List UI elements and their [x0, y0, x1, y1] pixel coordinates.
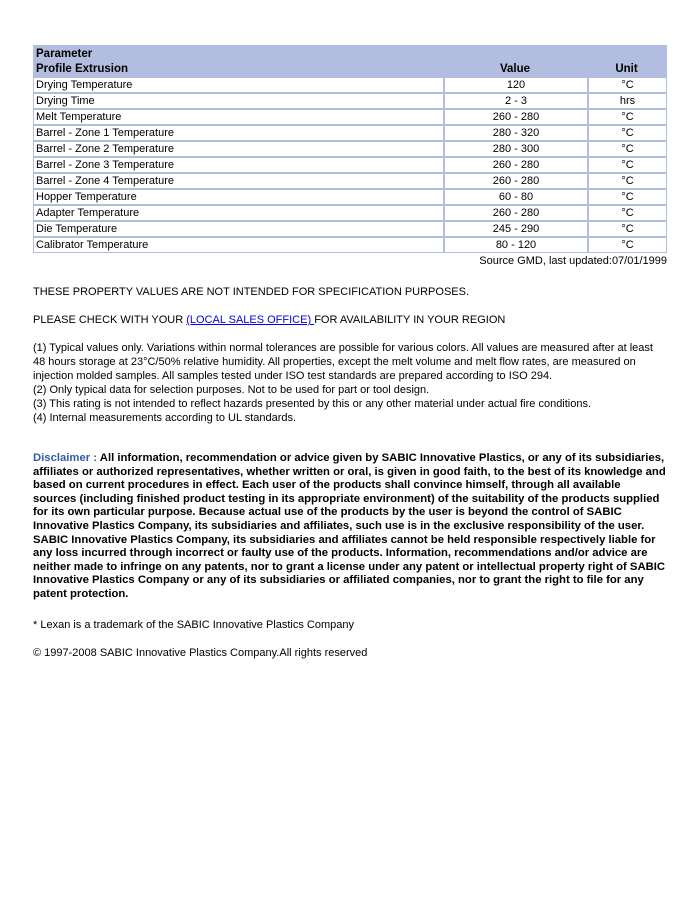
table-row — [34, 188, 666, 204]
disclaimer-text: All information, recommendation or advice given by SABIC Innovative Plastics, or any of its subsidiaries, affiliates or authorized representatives, whether written or oral, is given in good faith, to the best of its knowledge and based on current procedures in effect. Each user of the products shall convince himself, through all available sources (including finished product testing in its appropriate environment) of the suitability of the products supplied for its own particular purpose. Because actual use of the products by the user is beyond the control of SABIC Innovative Plastics Company, its subsidiaries and affiliates, such use is in the exclusive responsibility of the user. SABIC Innovative Plastics Company, its subsidiaries and affiliates cannot be held responsible respectively liable for any loss incurred through incorrect or faulty use of the products. Information, recommendations and/or advice are neither made to infringe on any patents, nor to grant a license under any patent or intellectual property right of SABIC Innovative Plastics Company or any of its subsidiaries or affiliated companies, nor to grant the right to file for any patent protection. — [33, 452, 666, 600]
value-cell: 245 - 290 — [443, 220, 587, 236]
param-cell: Barrel - Zone 4 Temperature — [34, 172, 443, 188]
param-cell: Die Temperature — [34, 220, 443, 236]
param-cell: Hopper Temperature — [34, 188, 443, 204]
availability-text-before: PLEASE CHECK WITH YOUR — [33, 314, 187, 326]
availability-text-after: FOR AVAILABILITY IN YOUR REGION — [314, 314, 506, 326]
param-cell: Drying Time — [34, 92, 443, 108]
value-header: Value — [443, 61, 587, 76]
footnote-4: (4) Internal measurements according to UL standards. — [33, 412, 297, 424]
table-row — [34, 140, 666, 156]
param-cell: Melt Temperature — [34, 108, 443, 124]
value-cell: 280 - 320 — [443, 124, 587, 140]
param-cell: Barrel - Zone 2 Temperature — [34, 140, 443, 156]
document-page — [33, 45, 667, 660]
unit-cell: °C — [587, 76, 666, 92]
copyright-note: © 1997-2008 SABIC Innovative Plastics Company.All rights reserved — [33, 646, 368, 659]
footnote-3: (3) This rating is not intended to reflect hazards presented by this or any other material under actual fire conditions. — [33, 398, 592, 410]
table-row — [34, 124, 666, 140]
unit-header: Unit — [587, 61, 666, 76]
value-cell: 260 - 280 — [443, 204, 587, 220]
footnote-1: (1) Typical values only. Variations within normal tolerances are possible for various colors. All values are measured after at least 48 hours storage at 23°C/50% relative humidity. All properties, except the melt volume and melt flow rates, are measured on injection molded samples. All samples tested under ISO test standards are prepared according to ISO 294. — [33, 342, 653, 382]
unit-cell: °C — [587, 188, 666, 204]
table-row — [34, 76, 666, 92]
param-cell: Barrel - Zone 1 Temperature — [34, 124, 443, 140]
param-cell: Adapter Temperature — [34, 204, 443, 220]
processing-parameters-table — [33, 45, 667, 253]
unit-cell: °C — [587, 220, 666, 236]
param-cell: Barrel - Zone 3 Temperature — [34, 156, 443, 172]
unit-cell: °C — [587, 124, 666, 140]
table-row — [34, 236, 666, 252]
trademark-note: * Lexan is a trademark of the SABIC Innovative Plastics Company — [33, 618, 354, 631]
value-cell: 60 - 80 — [443, 188, 587, 204]
value-cell: 260 - 280 — [443, 156, 587, 172]
param-cell: Calibrator Temperature — [34, 236, 443, 252]
footnotes — [33, 341, 667, 425]
availability-notice — [33, 313, 667, 327]
table-row — [34, 92, 666, 108]
local-sales-office-link[interactable]: (LOCAL SALES OFFICE) — [186, 314, 315, 326]
unit-cell: °C — [587, 108, 666, 124]
value-cell: 260 - 280 — [443, 108, 587, 124]
unit-cell: °C — [587, 156, 666, 172]
table-header-row — [34, 46, 666, 61]
disclaimer — [33, 452, 667, 602]
table-row — [34, 108, 666, 124]
table-row — [34, 172, 666, 188]
table-subheader-row — [34, 61, 666, 76]
unit-cell: °C — [587, 204, 666, 220]
source-note: Source GMD, last updated:07/01/1999 — [479, 255, 667, 267]
footnote-2: (2) Only typical data for selection purposes. Not to be used for part or tool design. — [33, 384, 430, 396]
disclaimer-label: Disclaimer : — [33, 452, 100, 464]
value-cell: 120 — [443, 76, 587, 92]
value-cell: 260 - 280 — [443, 172, 587, 188]
table-row — [34, 220, 666, 236]
value-cell: 2 - 3 — [443, 92, 587, 108]
parameter-header: Parameter — [34, 46, 666, 61]
specification-notice: THESE PROPERTY VALUES ARE NOT INTENDED FOR SPECIFICATION PURPOSES. — [33, 286, 470, 298]
value-cell: 280 - 300 — [443, 140, 587, 156]
unit-cell: hrs — [587, 92, 666, 108]
unit-cell: °C — [587, 172, 666, 188]
table-row — [34, 204, 666, 220]
unit-cell: °C — [587, 236, 666, 252]
value-cell: 80 - 120 — [443, 236, 587, 252]
param-cell: Drying Temperature — [34, 76, 443, 92]
profile-extrusion-header: Profile Extrusion — [34, 61, 443, 76]
table-row — [34, 156, 666, 172]
unit-cell: °C — [587, 140, 666, 156]
